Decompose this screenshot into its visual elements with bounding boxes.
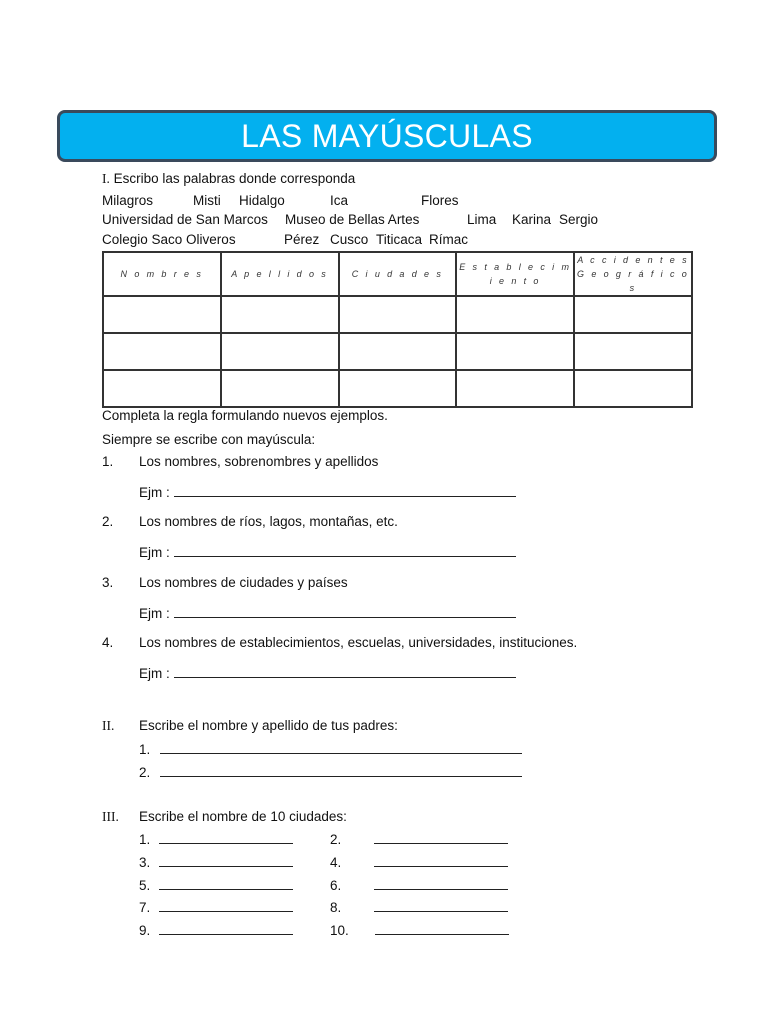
answer-blank[interactable] (174, 484, 516, 497)
table-cell[interactable] (339, 296, 457, 333)
header-accidentes: A c c i d e n t e s (577, 255, 689, 265)
city-line (330, 877, 508, 893)
ejm-label: Ejm : (139, 606, 170, 621)
section1-numeral: I. (102, 171, 110, 186)
table-cell[interactable] (456, 370, 574, 407)
city-line (330, 831, 508, 847)
city-line (139, 854, 293, 870)
line-num: 2. (330, 832, 342, 847)
word: Universidad de San Marcos (102, 212, 268, 227)
answer-blank[interactable] (374, 899, 508, 912)
answer-blank[interactable] (174, 605, 516, 618)
example-line (139, 605, 516, 621)
header-apellidos: A p e l l i d o s (221, 252, 339, 296)
header-geograficos: G e o g r á f i c o s (577, 269, 690, 293)
answer-blank[interactable] (160, 741, 522, 754)
ejm-label: Ejm : (139, 485, 170, 500)
header-ciudades: C i u d a d e s (339, 252, 457, 296)
city-line (330, 899, 508, 915)
line-num: 1. (139, 742, 151, 757)
answer-blank[interactable] (159, 877, 293, 890)
line-num: 8. (330, 900, 342, 915)
section3-heading: Escribe el nombre de 10 ciudades: (139, 809, 347, 824)
answer-blank[interactable] (159, 854, 293, 867)
table-cell[interactable] (574, 370, 692, 407)
section2-numeral: II. (102, 718, 115, 733)
table-cell[interactable] (339, 370, 457, 407)
table-cell[interactable] (103, 370, 221, 407)
rule-item-num: 2. (102, 514, 114, 529)
table-cell[interactable] (221, 370, 339, 407)
city-line (139, 877, 293, 893)
city-line (139, 922, 293, 938)
rule-item-text: Los nombres de ciudades y países (139, 575, 348, 590)
city-line (139, 899, 293, 915)
header-establecimiento: E s t a b l e c i m i e n t o (456, 252, 574, 296)
rule-intro: Completa la regla formulando nuevos ejemplos. (102, 408, 388, 423)
answer-blank[interactable] (374, 854, 508, 867)
table-row (103, 333, 692, 370)
answer-blank[interactable] (374, 877, 508, 890)
answer-blank[interactable] (159, 899, 293, 912)
line-num: 10. (330, 923, 349, 938)
section1-header (102, 171, 355, 187)
answer-blank[interactable] (375, 922, 509, 935)
header-accidentes-geograficos (574, 252, 692, 296)
table-row (103, 296, 692, 333)
section3-numeral: III. (102, 809, 119, 824)
word: Misti (193, 193, 221, 208)
rule-item-num: 1. (102, 454, 114, 469)
table-cell[interactable] (103, 333, 221, 370)
line-num: 9. (139, 923, 151, 938)
word: Ica (330, 193, 349, 208)
line-num: 1. (139, 832, 151, 847)
line-num: 7. (139, 900, 151, 915)
table-cell[interactable] (456, 296, 574, 333)
answer-blank[interactable] (174, 665, 516, 678)
ejm-label: Ejm : (139, 666, 170, 681)
parent-line (139, 741, 522, 757)
table-header-row (103, 252, 692, 296)
header-nombres: N o m b r e s (103, 252, 221, 296)
example-line (139, 544, 516, 560)
answer-blank[interactable] (374, 831, 508, 844)
classification-table (102, 251, 693, 408)
table-cell[interactable] (339, 333, 457, 370)
answer-blank[interactable] (159, 922, 293, 935)
rule-item-num: 3. (102, 575, 114, 590)
table-row (103, 370, 692, 407)
section2-heading: Escribe el nombre y apellido de tus padres: (139, 718, 398, 733)
example-line (139, 665, 516, 681)
answer-blank[interactable] (174, 544, 516, 557)
city-line (330, 922, 509, 938)
city-line (330, 854, 508, 870)
example-line (139, 484, 516, 500)
title-banner (57, 110, 717, 162)
rule-item-text: Los nombres de ríos, lagos, montañas, etc. (139, 514, 398, 529)
section1-heading: Escribo las palabras donde corresponda (113, 171, 356, 186)
ejm-label: Ejm : (139, 545, 170, 560)
line-num: 3. (139, 855, 151, 870)
line-num: 6. (330, 878, 342, 893)
rule-lead: Siempre se escribe con mayúscula: (102, 432, 316, 447)
answer-blank[interactable] (160, 764, 522, 777)
table-cell[interactable] (103, 296, 221, 333)
word: Flores (421, 193, 459, 208)
table-cell[interactable] (574, 333, 692, 370)
word: Museo de Bellas Artes (285, 212, 420, 227)
parent-line (139, 764, 522, 780)
word: Cusco (330, 232, 369, 247)
table-cell[interactable] (574, 296, 692, 333)
rule-item-text: Los nombres de establecimientos, escuelas, universidades, instituciones. (139, 635, 578, 650)
line-num: 2. (139, 765, 151, 780)
table-cell[interactable] (221, 333, 339, 370)
table-cell[interactable] (456, 333, 574, 370)
word: Colegio Saco Oliveros (102, 232, 236, 247)
word: Rímac (429, 232, 469, 247)
word: Pérez (284, 232, 320, 247)
word: Sergio (559, 212, 599, 227)
rule-item-num: 4. (102, 635, 114, 650)
word: Lima (467, 212, 497, 227)
word: Milagros (102, 193, 154, 208)
word: Hidalgo (239, 193, 285, 208)
city-line (139, 831, 293, 847)
page-title: LAS MAYÚSCULAS (241, 117, 533, 154)
line-num: 4. (330, 855, 342, 870)
answer-blank[interactable] (159, 831, 293, 844)
line-num: 5. (139, 878, 151, 893)
table-cell[interactable] (221, 296, 339, 333)
word: Titicaca (376, 232, 423, 247)
word: Karina (512, 212, 552, 227)
rule-item-text: Los nombres, sobrenombres y apellidos (139, 454, 379, 469)
